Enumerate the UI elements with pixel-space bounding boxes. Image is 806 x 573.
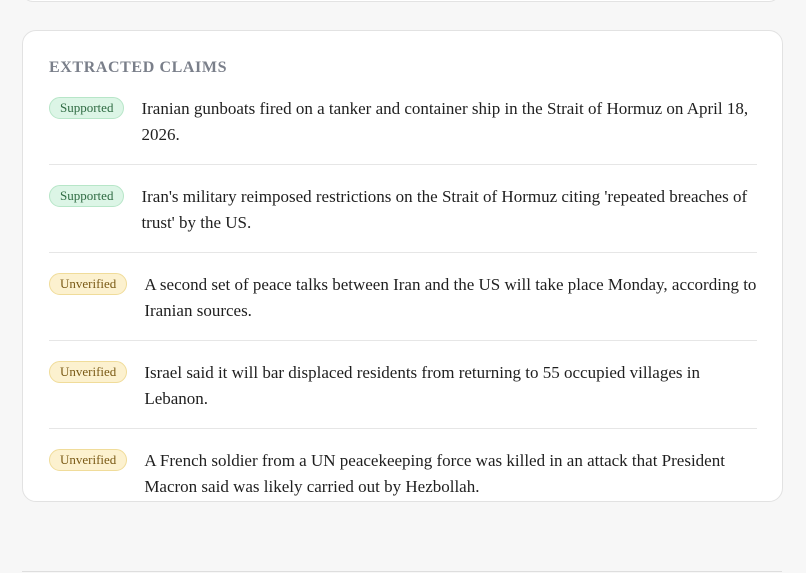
status-badge-unverified: Unverified [49,361,127,383]
extracted-claims-card [22,30,783,502]
claim-text: A French soldier from a UN peacekeeping force was killed in an attack that President Macron said was likely carried out by Hezbollah. [144,451,725,496]
bottom-divider [22,571,782,572]
claim-item [49,357,757,429]
claim-item [49,269,757,341]
claim-text: Iran's military reimposed restrictions on the Strait of Hormuz citing 'repeated breaches of trust' by the US. [141,187,748,232]
section-title: EXTRACTED CLAIMS [49,59,228,76]
claim-text: Israel said it will bar displaced residents from returning to 55 occupied villages in Lebanon. [144,363,700,408]
status-badge-unverified: Unverified [49,449,127,471]
claim-text: A second set of peace talks between Iran and the US will take place Monday, according to Iranian sources. [144,275,757,320]
claim-item [49,445,757,516]
claim-item [49,93,757,165]
status-badge-supported: Supported [49,185,124,207]
previous-card [22,0,780,2]
claims-list [49,93,757,516]
status-badge-unverified: Unverified [49,273,127,295]
status-badge-supported: Supported [49,97,124,119]
claim-text: Iranian gunboats fired on a tanker and container ship in the Strait of Hormuz on April 18, 2026. [141,99,749,144]
claim-item [49,181,757,253]
